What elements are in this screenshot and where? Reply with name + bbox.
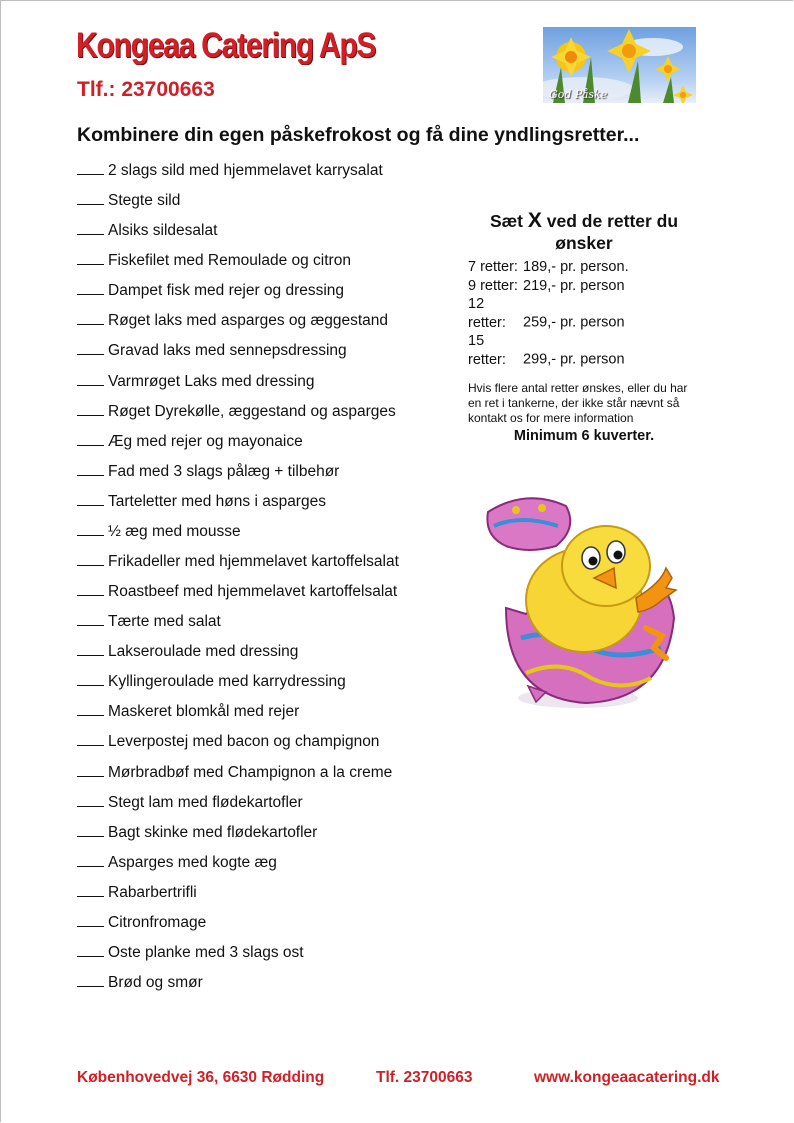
menu-item[interactable] xyxy=(77,852,399,882)
price-note: Hvis flere antal retter ønskes, eller du har en ret i tankerne, der ikke står nævnt så kontakt os for mere information xyxy=(468,381,688,425)
checkbox-blank[interactable] xyxy=(77,762,104,777)
checkbox-blank[interactable] xyxy=(77,822,104,837)
checkbox-blank[interactable] xyxy=(77,912,104,927)
price-count: 9 retter: xyxy=(468,277,518,294)
menu-item[interactable] xyxy=(77,521,399,551)
menu-item[interactable] xyxy=(77,491,399,521)
menu-item-label: Fiskefilet med Remoulade og citron xyxy=(108,252,351,270)
menu-item-label: ½ æg med mousse xyxy=(108,522,241,540)
menu-item-label: Lakseroulade med dressing xyxy=(108,643,299,661)
price-count: 15 retter: xyxy=(468,333,506,368)
menu-item-label: 2 slags sild med hjemmelavet karrysalat xyxy=(108,162,383,179)
price-value: 299,- pr. person xyxy=(523,351,625,368)
checkbox-blank[interactable] xyxy=(77,641,104,656)
menu-item[interactable] xyxy=(77,641,399,671)
menu-item[interactable] xyxy=(77,551,399,581)
checkbox-blank[interactable] xyxy=(77,431,104,446)
menu-item[interactable] xyxy=(77,190,399,220)
menu-item-label: Fad med 3 slags pålæg + tilbehør xyxy=(108,462,340,480)
price-title xyxy=(468,210,700,254)
menu-item-label: Kyllingeroulade med karrydressing xyxy=(108,673,346,691)
menu-item-label: Dampet fisk med rejer og dressing xyxy=(108,282,345,300)
price-rows xyxy=(468,258,700,369)
menu-item[interactable] xyxy=(77,310,399,340)
menu-item-label: Alsiks sildesalat xyxy=(108,222,218,240)
menu-item-label: Citronfromage xyxy=(108,913,207,931)
menu-item-label: Leverpostej med bacon og champignon xyxy=(108,733,380,751)
menu-item-label: Frikadeller med hjemmelavet kartoffelsalat xyxy=(108,553,399,571)
easter-chick-illustration xyxy=(466,488,692,720)
checkbox-blank[interactable] xyxy=(77,551,104,566)
checkbox-blank[interactable] xyxy=(77,340,104,355)
menu-item[interactable] xyxy=(77,280,399,310)
price-row xyxy=(468,277,700,296)
price-row xyxy=(468,332,700,369)
checkbox-blank[interactable] xyxy=(77,671,104,686)
price-row xyxy=(468,258,700,277)
checkbox-blank[interactable] xyxy=(77,280,104,295)
menu-item[interactable] xyxy=(77,882,399,912)
checkbox-blank[interactable] xyxy=(77,461,104,476)
header-phone: Tlf.: 23700663 xyxy=(77,78,215,101)
price-title-post: ved de retter du ønsker xyxy=(546,211,679,253)
checkbox-blank[interactable] xyxy=(77,521,104,536)
footer-website-link[interactable]: www.kongeaacatering.dk xyxy=(534,1069,720,1086)
menu-item[interactable] xyxy=(77,581,399,611)
menu-item[interactable] xyxy=(77,942,399,972)
photo-caption: God Påske xyxy=(549,88,608,101)
price-box xyxy=(468,210,700,444)
chick-in-egg-icon xyxy=(466,488,692,720)
checkbox-blank[interactable] xyxy=(77,731,104,746)
footer-address: Københovedvej 36, 6630 Rødding xyxy=(77,1069,325,1086)
company-name: Kongeaa Catering ApS xyxy=(76,26,376,65)
menu-item[interactable] xyxy=(77,250,399,280)
checkbox-blank[interactable] xyxy=(77,160,104,175)
price-count: 7 retter: xyxy=(468,259,518,275)
menu-item-label: Mørbradbøf med Champignon a la creme xyxy=(108,763,393,781)
menu-item-label: Røget laks med asparges og æggestand xyxy=(108,312,389,330)
checkbox-blank[interactable] xyxy=(77,371,104,386)
menu-item-label: Stegte sild xyxy=(108,192,181,210)
checkbox-blank[interactable] xyxy=(77,190,104,205)
menu-item[interactable] xyxy=(77,671,399,701)
menu-item[interactable] xyxy=(77,762,399,792)
footer-phone: Tlf. 23700663 xyxy=(376,1069,473,1086)
checkbox-blank[interactable] xyxy=(77,792,104,807)
menu-item-label: Brød og smør xyxy=(108,974,203,992)
checkbox-blank[interactable] xyxy=(77,972,104,987)
checkbox-blank[interactable] xyxy=(77,611,104,626)
menu-item-label: Bagt skinke med flødekartofler xyxy=(108,823,318,841)
checkbox-blank[interactable] xyxy=(77,581,104,596)
menu-item-label: Oste planke med 3 slags ost xyxy=(108,944,304,962)
price-value: 259,- pr. person xyxy=(523,314,625,331)
headline: Kombinere din egen påskefrokost og få dine yndlingsretter... xyxy=(77,124,640,146)
minimum-covers: Minimum 6 kuverter. xyxy=(513,428,655,444)
menu-list xyxy=(77,160,399,1002)
menu-item[interactable] xyxy=(77,220,399,250)
price-value: 189,- pr. person. xyxy=(523,259,629,275)
menu-item[interactable] xyxy=(77,401,399,431)
price-count: 12 retter: xyxy=(468,296,506,331)
menu-item-label: Gravad laks med sennepsdressing xyxy=(108,342,347,360)
menu-item[interactable] xyxy=(77,431,399,461)
checkbox-blank[interactable] xyxy=(77,491,104,506)
checkbox-blank[interactable] xyxy=(77,401,104,416)
checkbox-blank[interactable] xyxy=(77,852,104,867)
menu-item[interactable] xyxy=(77,611,399,641)
daffodil-photo xyxy=(543,27,696,103)
menu-item-label: Maskeret blomkål med rejer xyxy=(108,703,300,721)
menu-item-label: Roastbeef med hjemmelavet kartoffelsalat xyxy=(108,583,398,601)
menu-item-label: Tarteletter med høns i asparges xyxy=(108,492,326,510)
menu-item[interactable] xyxy=(77,340,399,370)
menu-item[interactable] xyxy=(77,792,399,822)
price-value: 219,- pr. person xyxy=(523,277,625,294)
menu-item[interactable] xyxy=(77,912,399,942)
checkbox-blank[interactable] xyxy=(77,701,104,716)
menu-item[interactable] xyxy=(77,371,399,401)
menu-item-label: Æg med rejer og mayonaice xyxy=(108,432,303,450)
menu-item[interactable] xyxy=(77,701,399,731)
checkbox-blank[interactable] xyxy=(77,310,104,325)
price-title-pre: Sæt xyxy=(489,211,523,231)
menu-item[interactable] xyxy=(77,972,399,1002)
price-title-x: X xyxy=(527,209,542,232)
checkbox-blank[interactable] xyxy=(77,250,104,265)
menu-item-label: Tærte med salat xyxy=(108,613,221,631)
menu-item-label: Røget Dyrekølle, æggestand og asparges xyxy=(108,402,396,420)
menu-item[interactable] xyxy=(77,160,399,190)
checkbox-blank[interactable] xyxy=(77,882,104,897)
menu-item[interactable] xyxy=(77,461,399,491)
checkbox-blank[interactable] xyxy=(77,220,104,235)
menu-item-label: Varmrøget Laks med dressing xyxy=(108,372,315,390)
menu-item[interactable] xyxy=(77,822,399,852)
menu-item-label: Asparges med kogte æg xyxy=(108,853,277,871)
menu-item-label: Rabarbertrifli xyxy=(108,883,197,901)
checkbox-blank[interactable] xyxy=(77,942,104,957)
price-row xyxy=(468,295,700,332)
menu-item-label: Stegt lam med flødekartofler xyxy=(108,793,303,811)
menu-item[interactable] xyxy=(77,731,399,761)
